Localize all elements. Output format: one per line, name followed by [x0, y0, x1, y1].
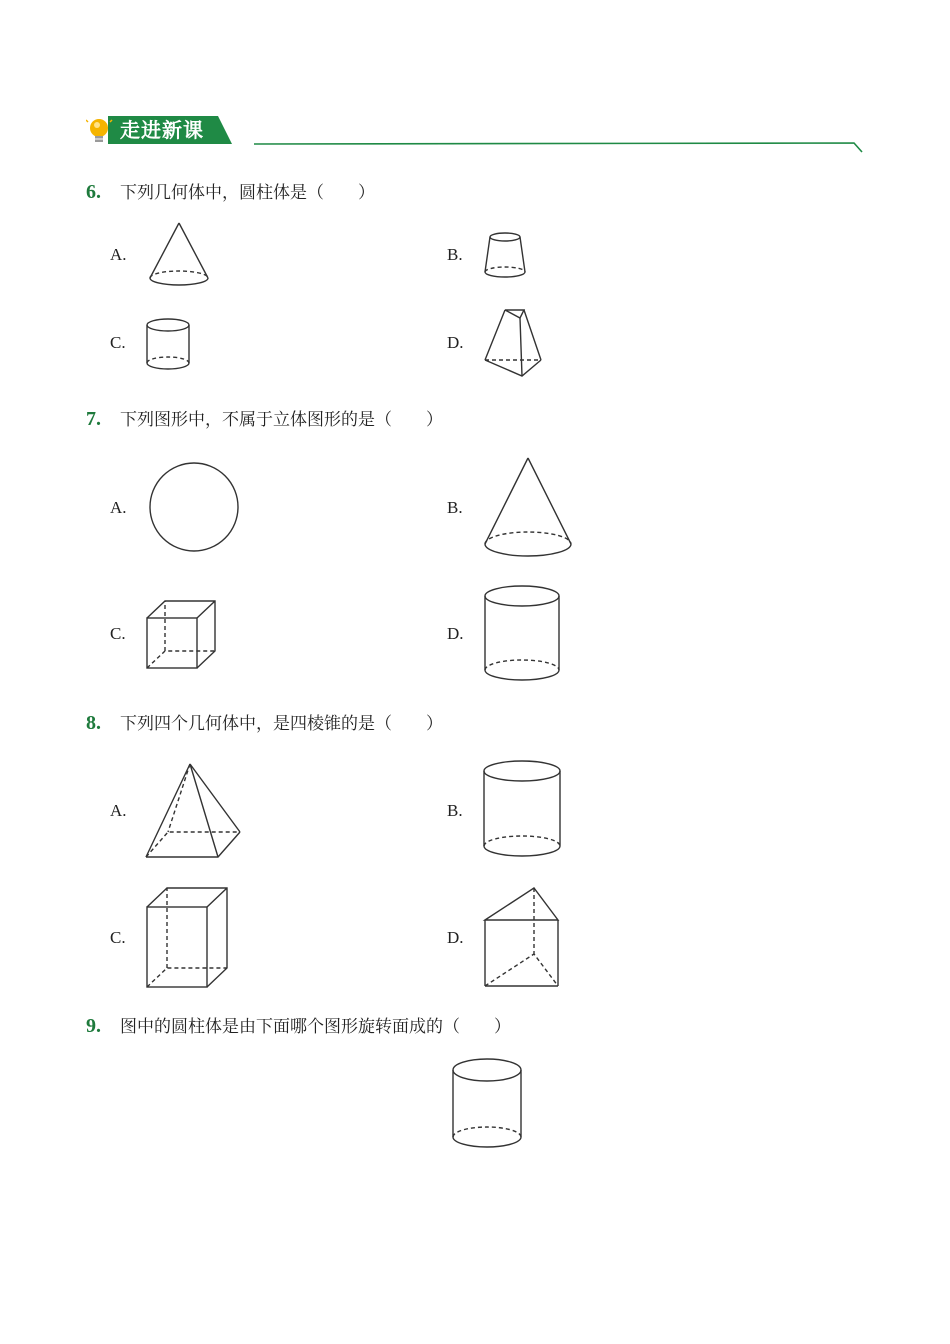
rectangular-prism-figure: [144, 885, 232, 991]
cube-figure: [144, 598, 220, 674]
option-label: C.: [110, 928, 126, 947]
option-label: D.: [447, 333, 464, 352]
section-title: 走进新课: [120, 118, 204, 142]
question-text: 下列四个几何体中，是四棱锥的是（ ）: [120, 714, 443, 734]
cone-figure: [146, 218, 212, 290]
cone-figure: [482, 455, 576, 561]
circle-figure: [146, 460, 242, 556]
question-number: 7.: [86, 408, 101, 430]
option-label: B.: [447, 498, 463, 517]
option-label: A.: [110, 245, 127, 264]
option-label: C.: [110, 624, 126, 643]
question-text: 下列图形中，不属于立体图形的是（ ）: [120, 410, 443, 430]
option-label: B.: [447, 245, 463, 264]
question-text: 图中的圆柱体是由下面哪个图形旋转面成的（ ）: [120, 1017, 511, 1037]
option-label: D.: [447, 928, 464, 947]
question-number: 8.: [86, 712, 101, 734]
option-label: C.: [110, 333, 126, 352]
section-divider: [254, 140, 866, 156]
square-pyramid-figure: [142, 760, 244, 862]
frustum-figure: [480, 228, 530, 282]
option-label: D.: [447, 624, 464, 643]
cylinder-figure: [144, 315, 194, 375]
question-number: 9.: [86, 1015, 101, 1037]
cylinder-figure: [448, 1055, 526, 1153]
option-label: B.: [447, 801, 463, 820]
question-text: 下列几何体中，圆柱体是（ ）: [120, 183, 375, 203]
cylinder-figure: [480, 584, 564, 688]
cylinder-figure: [480, 758, 566, 862]
question-number: 6.: [86, 181, 101, 203]
triangular-frustum-figure: [482, 305, 546, 381]
triangular-prism-figure: [482, 884, 564, 992]
option-label: A.: [110, 801, 127, 820]
option-label: A.: [110, 498, 127, 517]
